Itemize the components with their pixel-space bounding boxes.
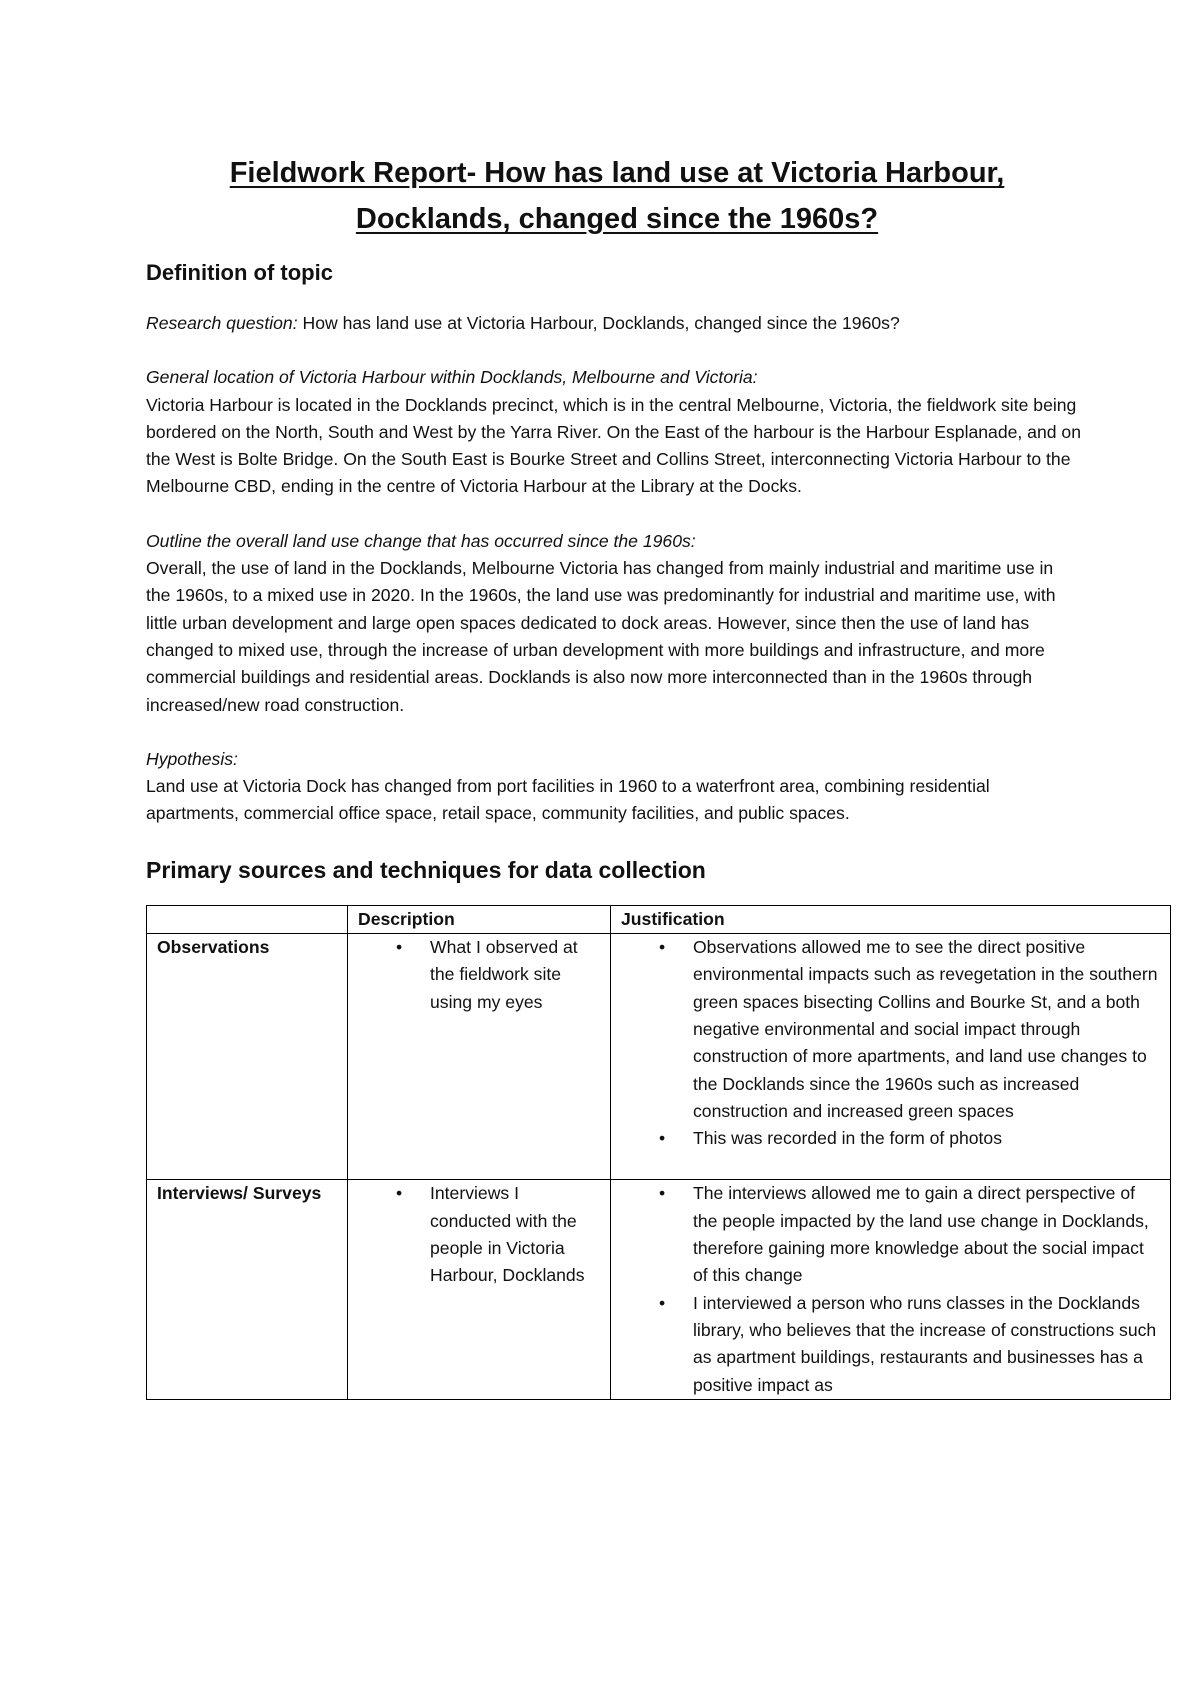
table-row	[147, 1180, 1171, 1399]
table-header-empty	[147, 905, 348, 933]
bullet-icon: •	[396, 937, 403, 958]
document-title	[146, 150, 1082, 242]
table-row	[147, 934, 1171, 1180]
outline-label: Outline the overall land use change that has occurred since the 1960s:	[146, 530, 696, 551]
research-question-paragraph	[146, 310, 1082, 337]
research-question-text: How has land use at Victoria Harbour, Docklands, changed since the 1960s?	[297, 313, 900, 333]
outline-paragraph	[146, 528, 1082, 719]
outline-text: Overall, the use of land in the Docklands, Melbourne Victoria has changed from mainly industrial and maritime use in the 1960s, to a mixed use in 2020. In the 1960s, the land use was predominantly for industrial and maritime use, with little urban development and large open spaces dedicated to dock areas. However, since then the use of land has changed to mixed use, through the increase of urban development with more buildings and infrastructure, and more commercial buildings and residential areas. Docklands is also now more interconnected than in the 1960s through increased/new road construction.	[146, 558, 1056, 715]
list-item: • Interviews I conducted with the people in Victoria Harbour, Docklands	[358, 1180, 600, 1289]
list-item: • This was recorded in the form of photos	[621, 1125, 1160, 1152]
observations-description-cell	[348, 934, 611, 1180]
hypothesis-paragraph	[146, 746, 1082, 828]
list-item: • The interviews allowed me to gain a direct perspective of the people impacted by the land use change in Docklands, therefore gaining more knowledge about the social impact of this change	[621, 1180, 1160, 1289]
row-label-observations: Observations	[147, 934, 348, 1180]
section-heading-definition: Definition of topic	[146, 260, 333, 285]
location-paragraph	[146, 364, 1082, 500]
hypothesis-text: Land use at Victoria Dock has changed from port facilities in 1960 to a waterfront area, combining residential apartments, commercial office space, retail space, community facilities, and public spaces.	[146, 776, 990, 824]
interviews-description-cell	[348, 1180, 611, 1399]
title-line-1: Fieldwork Report- How has land use at Victoria Harbour,	[229, 157, 1005, 189]
interviews-justification-cell	[611, 1180, 1171, 1399]
section-heading-primary-sources: Primary sources and techniques for data collection	[146, 856, 706, 883]
bullet-icon: •	[659, 937, 666, 958]
row-label-interviews: Interviews/ Surveys	[147, 1180, 348, 1399]
research-question-label: Research question:	[146, 313, 298, 333]
list-item: • What I observed at the fieldwork site using my eyes	[358, 934, 600, 1016]
table-header-row	[147, 905, 1171, 933]
observations-justification-cell	[611, 934, 1171, 1180]
bullet-icon: •	[396, 1183, 403, 1204]
hypothesis-label: Hypothesis:	[146, 748, 238, 769]
list-item: • Observations allowed me to see the direct positive environmental impacts such as revegetation in the southern green spaces bisecting Collins and Bourke St, and a both negative environmental and social impact through construction of more apartments, and land use changes to the Docklands since the 1960s such as increased construction and increased green spaces	[621, 934, 1160, 1125]
bullet-icon: •	[659, 1183, 666, 1204]
bullet-icon: •	[659, 1292, 666, 1313]
location-text: Victoria Harbour is located in the Docklands precinct, which is in the central Melbourne, Victoria, the fieldwork site being bordered on the North, South and West by the Yarra River. On the East of the harbour is the Harbour Esplanade, and on the West is Bolte Bridge. On the South East is Bourke Street and Collins Street, interconnecting Victoria Harbour to the Melbourne CBD, ending in the centre of Victoria Harbour at the Library at the Docks.	[146, 394, 1081, 497]
table-header-justification: Justification	[611, 905, 1171, 933]
data-collection-table	[146, 905, 1171, 1400]
title-line-2: Docklands, changed since the 1960s?	[355, 203, 879, 235]
table-header-description: Description	[348, 905, 611, 933]
list-item: • I interviewed a person who runs classes in the Docklands library, who believes that the increase of constructions such as apartment buildings, restaurants and businesses has a positive impact as	[621, 1290, 1160, 1399]
bullet-icon: •	[659, 1128, 666, 1149]
location-label: General location of Victoria Harbour within Docklands, Melbourne and Victoria:	[146, 367, 758, 388]
